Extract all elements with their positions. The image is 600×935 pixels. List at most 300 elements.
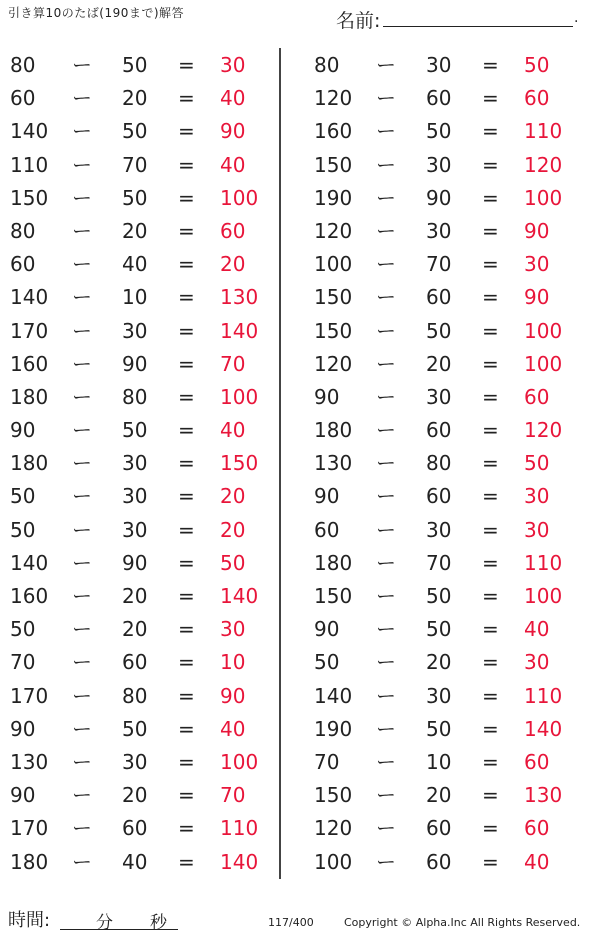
minuend: 90 — [10, 783, 36, 808]
equals-sign: = — [482, 185, 499, 210]
minus-sign: ー — [376, 53, 396, 77]
equals-sign: = — [482, 218, 499, 243]
minuend: 120 — [314, 218, 353, 243]
minuend: 160 — [10, 351, 49, 376]
page-number: 117/400 — [268, 916, 314, 929]
subtrahend: 50 — [426, 716, 452, 741]
answer: 110 — [524, 550, 563, 575]
problem-row — [0, 115, 280, 148]
minus-sign: ー — [376, 716, 396, 741]
minuend: 180 — [314, 418, 353, 443]
subtrahend: 50 — [426, 318, 452, 343]
answer: 90 — [220, 683, 246, 708]
equals-sign: = — [178, 749, 195, 774]
problem-row — [304, 49, 584, 82]
problem-row — [304, 447, 584, 480]
equals-sign: = — [482, 418, 499, 443]
minuend: 70 — [10, 650, 36, 675]
subtrahend: 30 — [122, 318, 148, 343]
name-label: 名前: — [336, 10, 381, 32]
problem-row — [0, 812, 280, 845]
problem-row — [304, 646, 584, 679]
answer: 100 — [524, 584, 563, 608]
minuend: 190 — [314, 716, 353, 741]
answer: 60 — [220, 218, 246, 243]
minuend: 90 — [314, 384, 340, 409]
problem-row — [0, 646, 280, 679]
minuend: 160 — [314, 119, 353, 144]
answer: 20 — [220, 484, 246, 509]
problem-row — [304, 281, 584, 314]
right-problem-column — [304, 49, 584, 879]
minuend: 130 — [314, 451, 353, 476]
subtrahend: 90 — [122, 351, 148, 376]
problem-row — [0, 381, 280, 414]
equals-sign: = — [178, 86, 195, 111]
problem-row — [304, 248, 584, 281]
subtrahend: 20 — [122, 584, 148, 608]
minus-sign: ー — [376, 119, 396, 144]
minus-sign: ー — [72, 584, 92, 608]
problem-row — [0, 82, 280, 115]
minuend: 70 — [314, 749, 340, 774]
subtrahend: 30 — [122, 451, 148, 476]
minuend: 180 — [10, 451, 49, 476]
equals-sign: = — [178, 816, 195, 841]
equals-sign: = — [482, 119, 499, 144]
minus-sign: ー — [376, 351, 396, 376]
problem-row — [304, 746, 584, 779]
minus-sign: ー — [376, 152, 396, 177]
subtrahend: 60 — [426, 86, 452, 111]
equals-sign: = — [178, 849, 195, 874]
minuend: 150 — [314, 152, 353, 177]
minuend: 50 — [10, 517, 36, 542]
subtrahend: 60 — [122, 650, 148, 675]
minus-sign: ー — [376, 683, 396, 708]
equals-sign: = — [178, 683, 195, 708]
equals-sign: = — [178, 517, 195, 542]
name-end-dot: . — [574, 10, 579, 26]
equals-sign: = — [482, 550, 499, 575]
minus-sign: ー — [72, 517, 92, 542]
minus-sign: ー — [376, 749, 396, 774]
left-problem-column — [0, 49, 280, 879]
equals-sign: = — [482, 53, 499, 77]
subtrahend: 30 — [122, 517, 148, 542]
minus-sign: ー — [72, 816, 92, 841]
subtrahend: 30 — [426, 683, 452, 708]
minuend: 60 — [10, 86, 36, 111]
seconds-label: 秒 — [150, 913, 167, 933]
minuend: 130 — [10, 749, 49, 774]
minuend: 170 — [10, 816, 49, 841]
minus-sign: ー — [72, 86, 92, 111]
equals-sign: = — [482, 152, 499, 177]
minuend: 140 — [314, 683, 353, 708]
minuend: 90 — [10, 418, 36, 443]
subtrahend: 30 — [426, 152, 452, 177]
answer: 100 — [220, 749, 259, 774]
subtrahend: 50 — [122, 185, 148, 210]
equals-sign: = — [482, 584, 499, 608]
minuend: 180 — [10, 384, 49, 409]
problem-row — [304, 414, 584, 447]
subtrahend: 20 — [426, 351, 452, 376]
equals-sign: = — [482, 749, 499, 774]
minuend: 180 — [10, 849, 49, 874]
problem-row — [304, 315, 584, 348]
problem-row — [304, 115, 584, 148]
answer: 120 — [524, 418, 563, 443]
problem-row — [304, 149, 584, 182]
problem-row — [0, 547, 280, 580]
problem-row — [304, 547, 584, 580]
minus-sign: ー — [72, 617, 92, 642]
answer: 120 — [524, 152, 563, 177]
answer: 30 — [524, 517, 550, 542]
answer: 100 — [524, 185, 563, 210]
minuend: 120 — [314, 351, 353, 376]
answer: 50 — [220, 550, 246, 575]
equals-sign: = — [482, 351, 499, 376]
answer: 110 — [524, 683, 563, 708]
minus-sign: ー — [376, 484, 396, 509]
subtrahend: 10 — [426, 749, 452, 774]
subtrahend: 30 — [426, 517, 452, 542]
equals-sign: = — [178, 53, 195, 77]
equals-sign: = — [482, 716, 499, 741]
problem-row — [0, 182, 280, 215]
answer: 30 — [524, 650, 550, 675]
answer: 40 — [220, 152, 246, 177]
subtrahend: 50 — [122, 53, 148, 77]
subtrahend: 60 — [426, 849, 452, 874]
minuend: 50 — [10, 617, 36, 642]
minuend: 80 — [10, 53, 36, 77]
minus-sign: ー — [376, 418, 396, 443]
equals-sign: = — [482, 86, 499, 111]
minuend: 150 — [314, 285, 353, 310]
minus-sign: ー — [376, 517, 396, 542]
subtrahend: 70 — [122, 152, 148, 177]
problem-row — [304, 779, 584, 812]
answer: 100 — [220, 185, 259, 210]
copyright: Copyright © Alpha.Inc All Rights Reserved. — [344, 916, 581, 929]
answer: 110 — [524, 119, 563, 144]
minus-sign: ー — [72, 152, 92, 177]
problem-row — [0, 680, 280, 713]
problem-row — [304, 381, 584, 414]
subtrahend: 20 — [426, 783, 452, 808]
problem-row — [0, 447, 280, 480]
equals-sign: = — [482, 252, 499, 277]
subtrahend: 80 — [122, 683, 148, 708]
minuend: 170 — [10, 683, 49, 708]
problem-row — [0, 613, 280, 646]
minus-sign: ー — [72, 550, 92, 575]
equals-sign: = — [482, 318, 499, 343]
subtrahend: 30 — [426, 384, 452, 409]
answer: 60 — [524, 86, 550, 111]
minuend: 80 — [314, 53, 340, 77]
equals-sign: = — [178, 119, 195, 144]
answer: 100 — [524, 318, 563, 343]
answer: 140 — [220, 584, 259, 608]
subtrahend: 60 — [426, 484, 452, 509]
subtrahend: 50 — [122, 119, 148, 144]
problem-row — [304, 514, 584, 547]
minuend: 80 — [10, 218, 36, 243]
minus-sign: ー — [72, 384, 92, 409]
problem-row — [304, 215, 584, 248]
minus-sign: ー — [376, 849, 396, 874]
minus-sign: ー — [376, 285, 396, 310]
equals-sign: = — [178, 650, 195, 675]
answer: 70 — [220, 783, 246, 808]
problem-row — [304, 680, 584, 713]
subtrahend: 90 — [426, 185, 452, 210]
minus-sign: ー — [376, 451, 396, 476]
problem-row — [0, 348, 280, 381]
minus-sign: ー — [72, 484, 92, 509]
answer: 30 — [220, 617, 246, 642]
answer: 40 — [220, 86, 246, 111]
minus-sign: ー — [72, 749, 92, 774]
subtrahend: 60 — [426, 418, 452, 443]
answer: 90 — [220, 119, 246, 144]
minuend: 190 — [314, 185, 353, 210]
answer: 50 — [524, 53, 550, 77]
subtrahend: 60 — [122, 816, 148, 841]
subtrahend: 30 — [426, 53, 452, 77]
minuend: 50 — [314, 650, 340, 675]
problem-row — [0, 514, 280, 547]
minuend: 150 — [314, 584, 353, 608]
problem-row — [304, 182, 584, 215]
time-label: 時間: — [8, 910, 51, 931]
answer: 30 — [524, 252, 550, 277]
minuend: 150 — [314, 783, 353, 808]
problem-row — [0, 248, 280, 281]
minus-sign: ー — [376, 816, 396, 841]
answer: 70 — [220, 351, 246, 376]
problem-row — [0, 713, 280, 746]
minus-sign: ー — [72, 351, 92, 376]
minus-sign: ー — [376, 218, 396, 243]
minus-sign: ー — [72, 451, 92, 476]
problem-row — [304, 82, 584, 115]
equals-sign: = — [178, 584, 195, 608]
minuend: 160 — [10, 584, 49, 608]
equals-sign: = — [482, 517, 499, 542]
minus-sign: ー — [72, 683, 92, 708]
minus-sign: ー — [72, 783, 92, 808]
minus-sign: ー — [72, 252, 92, 277]
problem-row — [0, 746, 280, 779]
minuend: 150 — [10, 185, 49, 210]
minus-sign: ー — [72, 849, 92, 874]
minus-sign: ー — [72, 418, 92, 443]
minuend: 110 — [10, 152, 49, 177]
problem-row — [0, 49, 280, 82]
minus-sign: ー — [72, 185, 92, 210]
answer: 20 — [220, 252, 246, 277]
subtrahend: 60 — [426, 285, 452, 310]
problem-row — [304, 846, 584, 879]
subtrahend: 70 — [426, 252, 452, 277]
subtrahend: 20 — [426, 650, 452, 675]
subtrahend: 20 — [122, 617, 148, 642]
minuend: 170 — [10, 318, 49, 343]
problem-row — [0, 315, 280, 348]
equals-sign: = — [482, 617, 499, 642]
minus-sign: ー — [376, 318, 396, 343]
minuend: 140 — [10, 119, 49, 144]
problem-row — [304, 812, 584, 845]
answer: 50 — [524, 451, 550, 476]
equals-sign: = — [178, 484, 195, 509]
minus-sign: ー — [72, 53, 92, 77]
equals-sign: = — [178, 550, 195, 575]
subtrahend: 40 — [122, 252, 148, 277]
minuend: 140 — [10, 550, 49, 575]
equals-sign: = — [482, 650, 499, 675]
answer: 40 — [524, 849, 550, 874]
subtrahend: 30 — [122, 749, 148, 774]
equals-sign: = — [482, 484, 499, 509]
problem-row — [0, 215, 280, 248]
answer: 140 — [220, 318, 259, 343]
answer: 110 — [220, 816, 259, 841]
minus-sign: ー — [376, 550, 396, 575]
answer: 10 — [220, 650, 246, 675]
equals-sign: = — [178, 418, 195, 443]
minuend: 100 — [314, 849, 353, 874]
minus-sign: ー — [376, 650, 396, 675]
answer: 100 — [524, 351, 563, 376]
problem-row — [0, 414, 280, 447]
subtrahend: 30 — [426, 218, 452, 243]
problem-row — [0, 480, 280, 513]
equals-sign: = — [178, 384, 195, 409]
subtrahend: 20 — [122, 783, 148, 808]
minuend: 50 — [10, 484, 36, 509]
minus-sign: ー — [376, 252, 396, 277]
problem-row — [0, 281, 280, 314]
minuend: 90 — [10, 716, 36, 741]
minuend: 180 — [314, 550, 353, 575]
name-underline[interactable] — [383, 26, 573, 27]
minuend: 90 — [314, 484, 340, 509]
subtrahend: 80 — [122, 384, 148, 409]
answer: 20 — [220, 517, 246, 542]
subtrahend: 90 — [122, 550, 148, 575]
subtrahend: 20 — [122, 86, 148, 111]
subtrahend: 40 — [122, 849, 148, 874]
subtrahend: 10 — [122, 285, 148, 310]
minuend: 120 — [314, 86, 353, 111]
answer: 60 — [524, 816, 550, 841]
minutes-label: 分 — [96, 913, 113, 933]
minus-sign: ー — [72, 650, 92, 675]
equals-sign: = — [178, 252, 195, 277]
minuend: 100 — [314, 252, 353, 277]
equals-sign: = — [482, 683, 499, 708]
minus-sign: ー — [376, 86, 396, 111]
equals-sign: = — [178, 451, 195, 476]
minus-sign: ー — [72, 218, 92, 243]
equals-sign: = — [178, 351, 195, 376]
answer: 140 — [524, 716, 563, 741]
subtrahend: 20 — [122, 218, 148, 243]
subtrahend: 30 — [122, 484, 148, 509]
minus-sign: ー — [376, 584, 396, 608]
subtrahend: 80 — [426, 451, 452, 476]
problem-row — [304, 580, 584, 613]
minus-sign: ー — [376, 185, 396, 210]
subtrahend: 70 — [426, 550, 452, 575]
minuend: 60 — [10, 252, 36, 277]
answer: 130 — [524, 783, 563, 808]
subtrahend: 50 — [426, 584, 452, 608]
equals-sign: = — [482, 451, 499, 476]
problem-row — [0, 580, 280, 613]
answer: 140 — [220, 849, 259, 874]
answer: 40 — [220, 418, 246, 443]
answer: 150 — [220, 451, 259, 476]
minuend: 60 — [314, 517, 340, 542]
problem-row — [304, 480, 584, 513]
problem-row — [0, 846, 280, 879]
equals-sign: = — [178, 152, 195, 177]
subtrahend: 60 — [426, 816, 452, 841]
equals-sign: = — [178, 185, 195, 210]
answer: 130 — [220, 285, 259, 310]
answer: 90 — [524, 285, 550, 310]
answer: 30 — [524, 484, 550, 509]
minuend: 90 — [314, 617, 340, 642]
answer: 60 — [524, 749, 550, 774]
answer: 100 — [220, 384, 259, 409]
minus-sign: ー — [72, 285, 92, 310]
equals-sign: = — [482, 285, 499, 310]
worksheet-title: 引き算10のたば(190まで)解答 — [8, 6, 185, 20]
subtrahend: 50 — [426, 119, 452, 144]
problem-row — [0, 149, 280, 182]
problem-row — [0, 779, 280, 812]
subtrahend: 50 — [122, 716, 148, 741]
equals-sign: = — [178, 783, 195, 808]
subtrahend: 50 — [426, 617, 452, 642]
minus-sign: ー — [376, 384, 396, 409]
problem-row — [304, 348, 584, 381]
equals-sign: = — [178, 617, 195, 642]
equals-sign: = — [178, 285, 195, 310]
minus-sign: ー — [376, 617, 396, 642]
problem-row — [304, 613, 584, 646]
equals-sign: = — [178, 716, 195, 741]
equals-sign: = — [482, 816, 499, 841]
equals-sign: = — [482, 384, 499, 409]
equals-sign: = — [178, 318, 195, 343]
minus-sign: ー — [72, 119, 92, 144]
subtrahend: 50 — [122, 418, 148, 443]
equals-sign: = — [178, 218, 195, 243]
minuend: 120 — [314, 816, 353, 841]
minus-sign: ー — [72, 716, 92, 741]
minuend: 150 — [314, 318, 353, 343]
